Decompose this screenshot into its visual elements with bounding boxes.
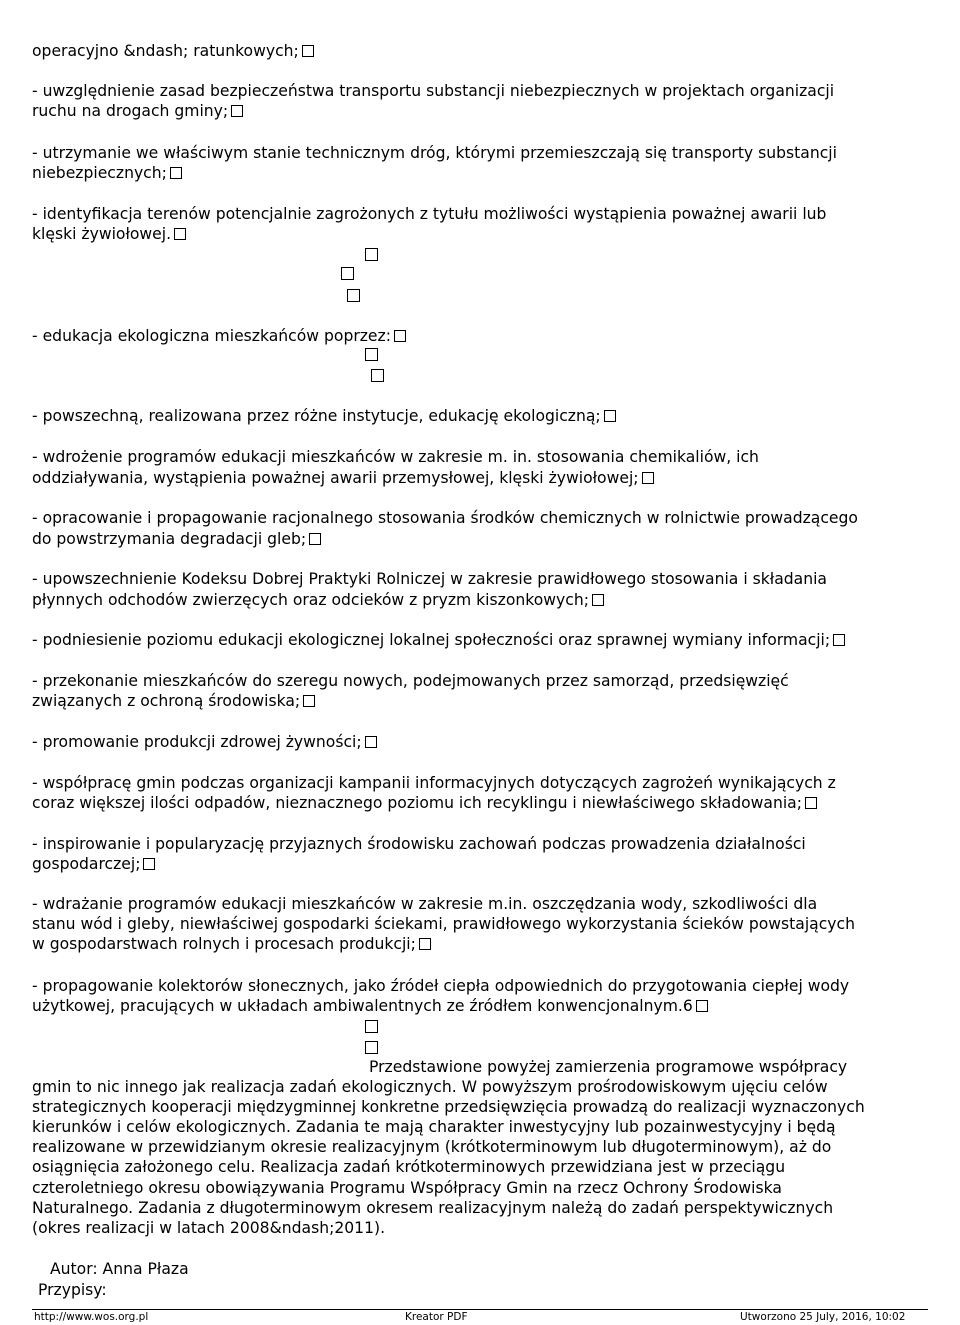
text-line: [32, 1157, 785, 1177]
text-line: [32, 1218, 385, 1238]
text-line: [32, 934, 431, 954]
line-text: coraz większej ilości odpadów, nieznacznego poziomu ich recyklingu i niewłaściwego składowania;: [32, 794, 802, 812]
line-text: - przekonanie mieszkańców do szeregu nowych, podejmowanych przez samorząd, przedsięwzięć: [32, 672, 789, 690]
text-line: [32, 81, 834, 101]
line-text: Naturalnego. Zadania z długoterminowym okresem realizacyjnym należą do zadań perspektywicznych: [32, 1199, 834, 1217]
missing-glyph-box: [371, 369, 384, 382]
text-line: [32, 468, 654, 488]
text-line: [32, 204, 826, 224]
line-text: - identyfikacja terenów potencjalnie zagrożonych z tytułu możliwości wystąpienia poważnej awarii lub: [32, 205, 827, 223]
line-text: użytkowej, pracujących w układach ambiwalentnych ze źródłem konwencjonalnym.6: [32, 997, 693, 1015]
missing-glyph-box: [394, 330, 406, 342]
line-text: gospodarczej;: [32, 855, 141, 873]
text-line: [32, 732, 377, 752]
missing-glyph-box: [592, 594, 604, 606]
missing-glyph-box: [805, 797, 817, 809]
text-line: [32, 1198, 833, 1218]
line-text: - uwzględnienie zasad bezpieczeństwa transportu substancji niebezpiecznych w projektach organizacji: [32, 82, 835, 100]
missing-glyph-box: [833, 634, 845, 646]
line-text: niebezpiecznych;: [32, 164, 167, 182]
line-text: w gospodarstwach rolnych i procesach produkcji;: [32, 935, 416, 953]
footer-created-date: Utworzono 25 July, 2016, 10:02: [740, 1311, 906, 1323]
line-text: kierunków i celów ekologicznych. Zadania te mają charakter inwestycyjny lub pozainwestycyjny i będą: [32, 1118, 836, 1136]
line-text: - propagowanie kolektorów słonecznych, jako źródeł ciepła odpowiednich do przygotowania ciepłej wody: [32, 977, 850, 995]
line-text: (okres realizacji w latach 2008&ndash;2011).: [32, 1219, 386, 1237]
line-text: płynnych odchodów zwierzęcych oraz odcieków z pryzm kiszonkowych;: [32, 591, 589, 609]
text-line: [32, 326, 406, 346]
text-line: [32, 976, 849, 996]
text-line: [32, 163, 182, 183]
missing-glyph-box: [303, 695, 315, 707]
missing-glyph-box: [604, 410, 616, 422]
line-text: - opracowanie i propagowanie racjonalnego stosowania środków chemicznych w rolnictwie prowadzącego: [32, 509, 858, 527]
missing-glyph-box: [347, 289, 360, 302]
text-line: [32, 691, 315, 711]
missing-glyph-box: [170, 167, 182, 179]
text-line: [32, 894, 817, 914]
missing-glyph-box: [642, 472, 654, 484]
line-text: klęski żywiołowej.: [32, 225, 172, 243]
line-text: - wdrażanie programów edukacji mieszkańców w zakresie m.in. oszczędzania wody, szkodliwości dla: [32, 895, 818, 913]
text-line: [32, 793, 817, 813]
missing-glyph-box: [365, 1041, 378, 1054]
footnotes-text: Przypisy:: [38, 1281, 107, 1299]
missing-glyph-box: [365, 1020, 378, 1033]
line-text: realizowane w przewidzianym okresie realizacyjnym (krótkoterminowym lub długoterminowym), aż do: [32, 1138, 832, 1156]
text-line: [32, 143, 837, 163]
text-line: [369, 1057, 847, 1077]
text-line: [32, 1137, 831, 1157]
missing-glyph-box: [365, 248, 378, 261]
line-text: - utrzymanie we właściwym stanie technicznym dróg, którymi przemieszczają się transporty substancji: [32, 144, 837, 162]
missing-glyph-box: [143, 858, 155, 870]
missing-glyph-box: [419, 938, 431, 950]
line-text: - upowszechnienie Kodeksu Dobrej Praktyki Rolniczej w zakresie prawidłowego stosowania i składania: [32, 570, 827, 588]
text-line: [32, 773, 836, 793]
text-line: [32, 996, 708, 1016]
text-line: [32, 1178, 782, 1198]
line-text: - edukacja ekologiczna mieszkańców poprzez:: [32, 327, 391, 345]
text-line: [32, 1117, 836, 1137]
line-text: stanu wód i gleby, niewłaściwej gospodarki ściekami, prawidłowego wykorzystania ścieków powstających: [32, 915, 855, 933]
line-text: - współpracę gmin podczas organizacji kampanii informacyjnych dotyczących zagrożeń wynikających z: [32, 774, 836, 792]
author-line: [50, 1259, 189, 1279]
line-text: gmin to nic innego jak realizacja zadań ekologicznych. W powyższym prośrodowiskowym ujęciu celów: [32, 1078, 828, 1096]
missing-glyph-box: [696, 1000, 708, 1012]
missing-glyph-box: [231, 105, 243, 117]
line-text: do powstrzymania degradacji gleb;: [32, 530, 307, 548]
line-text: osiągnięcia założonego celu. Realizacja zadań krótkoterminowych przewidziana jest w przeciągu: [32, 1158, 786, 1176]
missing-glyph-box: [302, 45, 314, 57]
line-text: - wdrożenie programów edukacji mieszkańców w zakresie m. in. stosowania chemikaliów, ich: [32, 448, 759, 466]
text-line: [32, 854, 155, 874]
text-line: [32, 671, 789, 691]
footer-divider: [32, 1309, 928, 1310]
text-line: [32, 1097, 865, 1117]
text-line: [32, 447, 759, 467]
text-line: [32, 508, 858, 528]
line-text: oddziaływania, wystąpienia poważnej awarii przemysłowej, klęski żywiołowej;: [32, 469, 639, 487]
line-text: - powszechną, realizowana przez różne instytucje, edukację ekologiczną;: [32, 407, 601, 425]
text-line: [32, 224, 186, 244]
missing-glyph-box: [365, 736, 377, 748]
line-text: operacyjno &ndash; ratunkowych;: [32, 42, 299, 60]
line-text: - inspirowanie i popularyzację przyjaznych środowisku zachowań podczas prowadzenia działalności: [32, 835, 806, 853]
footer-generator: Kreator PDF: [405, 1311, 468, 1323]
text-line: [32, 914, 855, 934]
text-line: [32, 41, 314, 61]
footnotes-heading: [38, 1280, 107, 1300]
line-text: związanych z ochroną środowiska;: [32, 692, 301, 710]
line-text: Przedstawione powyżej zamierzenia programowe współpracy: [369, 1058, 848, 1076]
text-line: [32, 569, 827, 589]
missing-glyph-box: [365, 348, 378, 361]
author-text: Autor: Anna Płaza: [50, 1260, 189, 1278]
missing-glyph-box: [309, 533, 321, 545]
text-line: [32, 630, 845, 650]
line-text: ruchu na drogach gminy;: [32, 102, 229, 120]
text-line: [32, 834, 806, 854]
text-line: [32, 406, 616, 426]
line-text: - podniesienie poziomu edukacji ekologicznej lokalnej społeczności oraz sprawnej wymiany informacji;: [32, 631, 831, 649]
text-line: [32, 529, 321, 549]
missing-glyph-box: [341, 267, 354, 280]
missing-glyph-box: [174, 228, 186, 240]
footer-url[interactable]: http://www.wos.org.pl: [34, 1311, 149, 1323]
line-text: - promowanie produkcji zdrowej żywności;: [32, 733, 362, 751]
text-line: [32, 1077, 828, 1097]
text-line: [32, 590, 604, 610]
line-text: strategicznych kooperacji międzygminnej konkretne przedsięwzięcia prowadzą do realizacji wyznaczonych: [32, 1098, 865, 1116]
text-line: [32, 101, 243, 121]
line-text: czteroletniego okresu obowiązywania Programu Współpracy Gmin na rzecz Ochrony Środowiska: [32, 1179, 782, 1197]
